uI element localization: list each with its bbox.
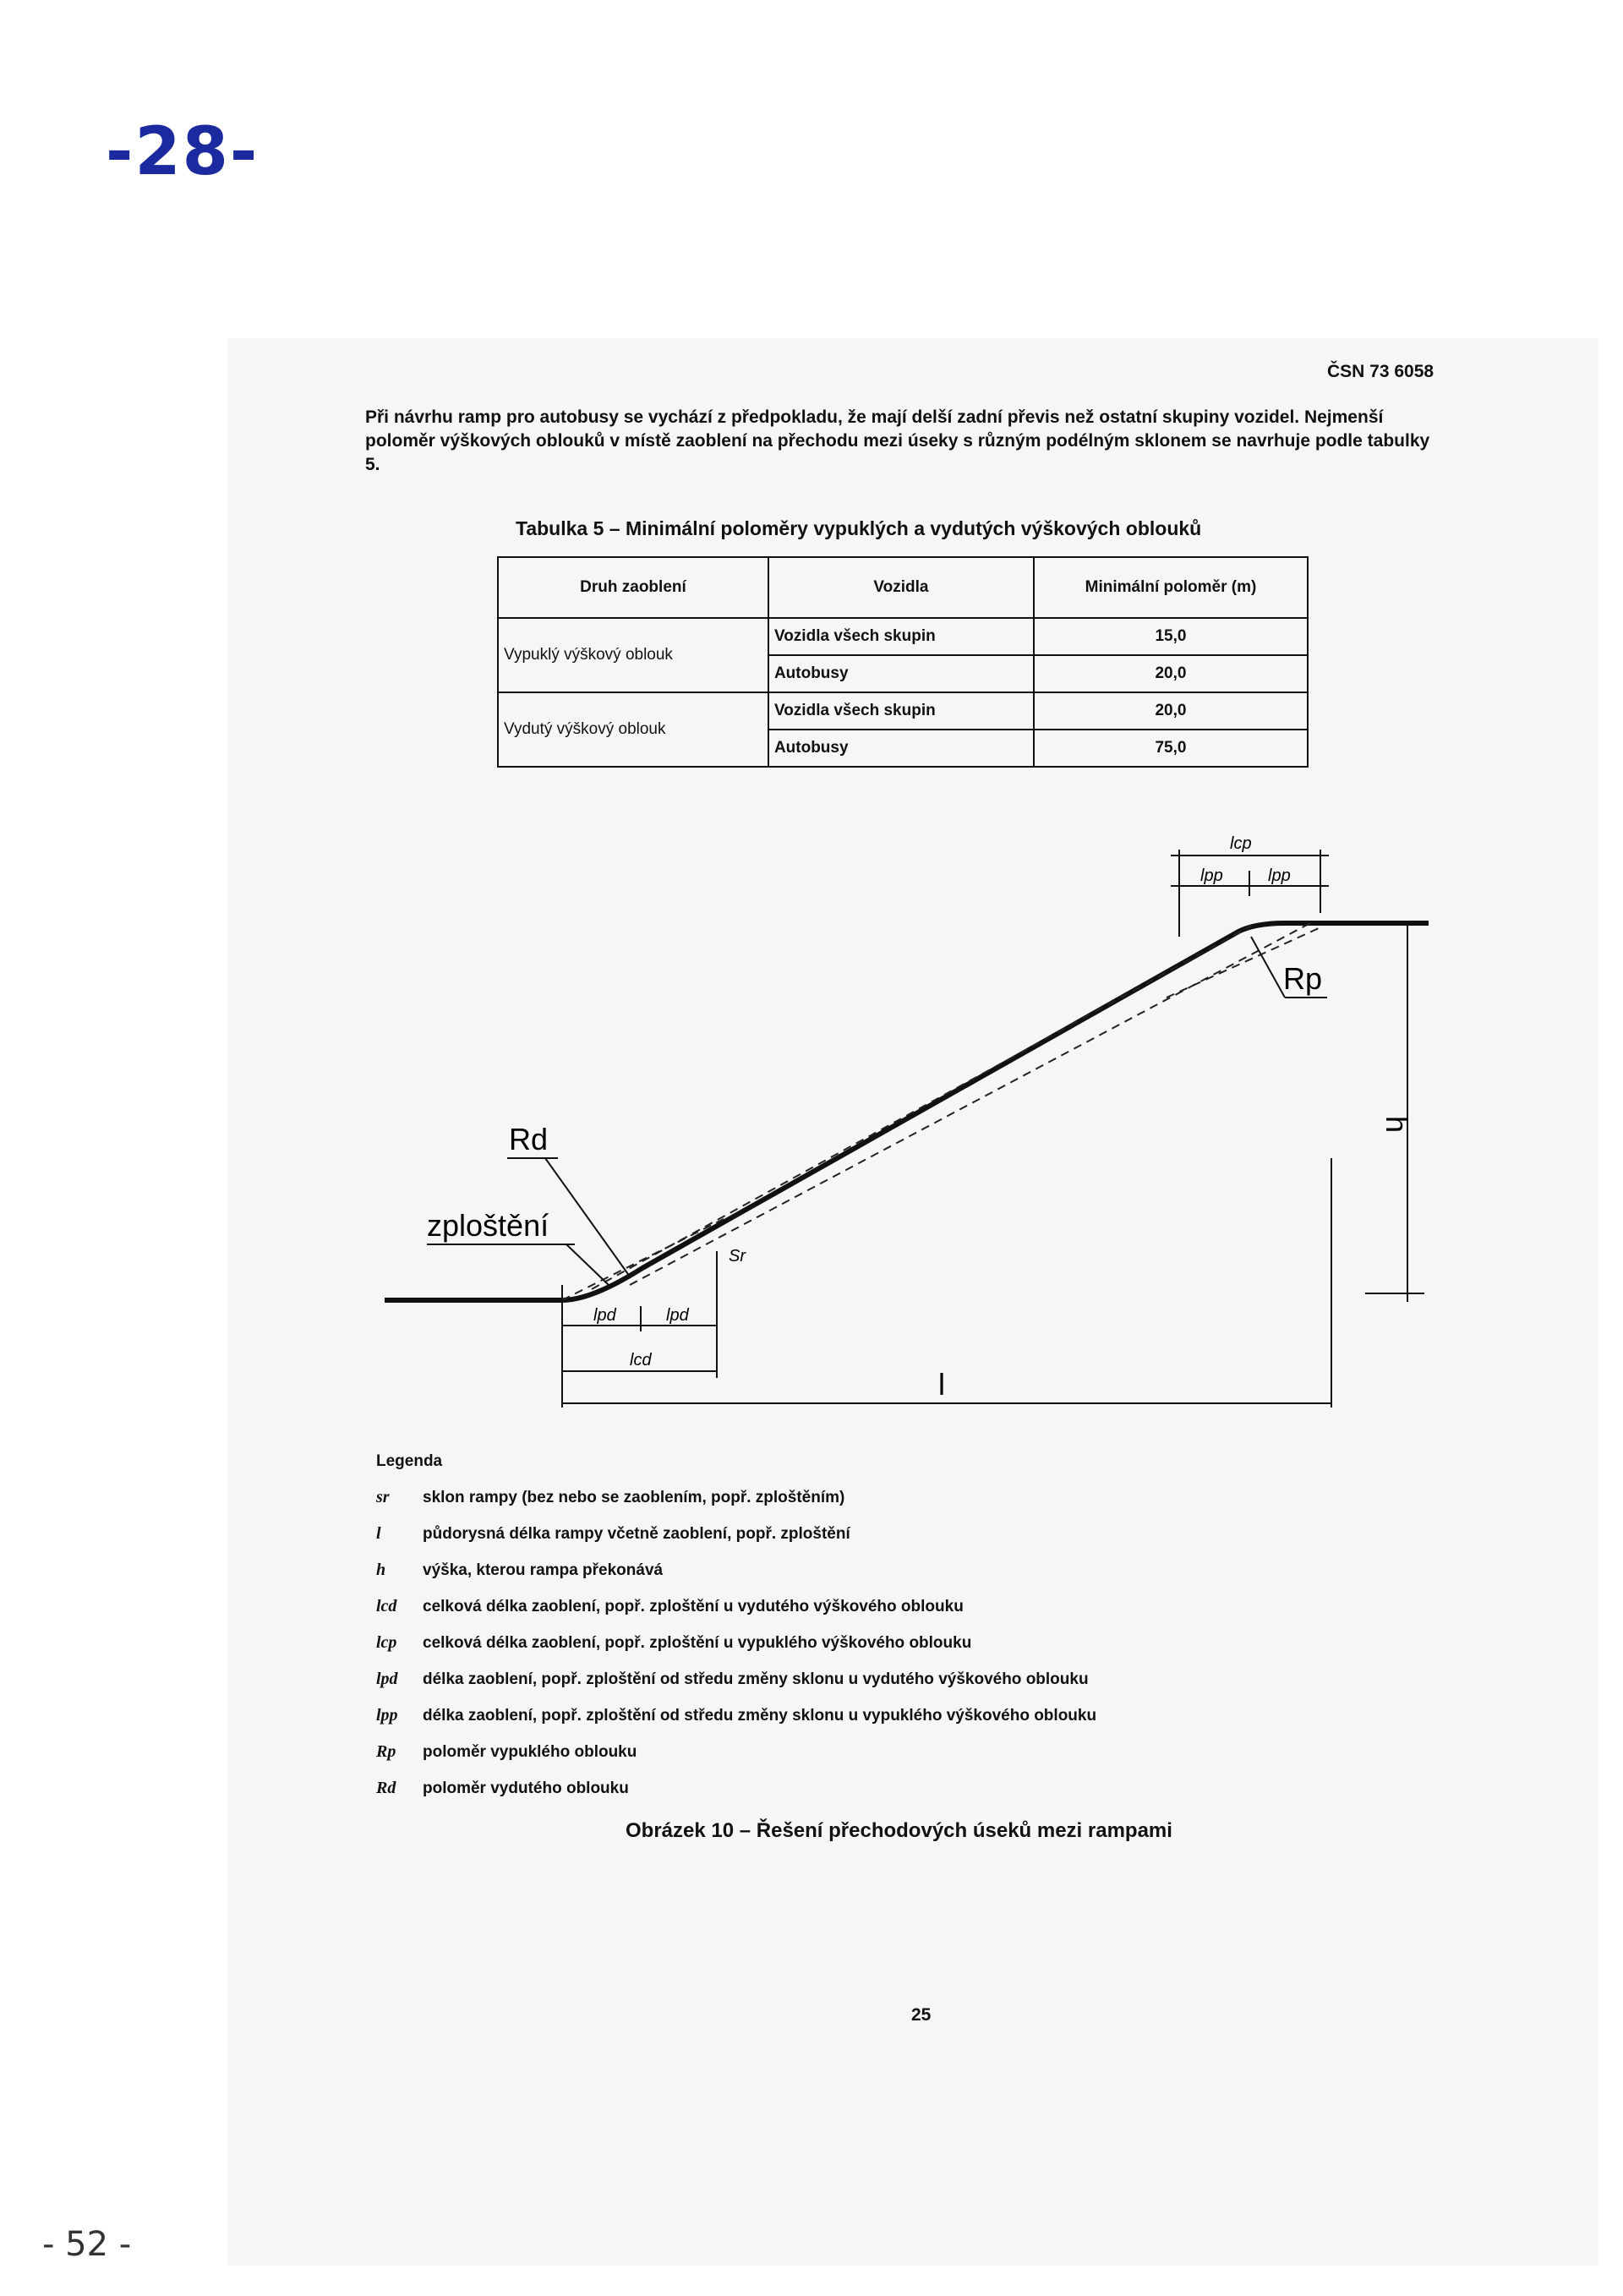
legend-symbol: l bbox=[376, 1524, 381, 1543]
group-concave: Vydutý výškový oblouk bbox=[498, 692, 768, 767]
legend-symbol: Rp bbox=[376, 1742, 396, 1761]
label-lpp-right: lpp bbox=[1268, 866, 1291, 885]
label-lpp-left: lpp bbox=[1200, 866, 1223, 885]
label-lpd-left: lpd bbox=[593, 1306, 616, 1325]
rd-leader bbox=[545, 1158, 630, 1276]
label-rd: Rd bbox=[509, 1122, 549, 1156]
legend-symbol: lpd bbox=[376, 1670, 398, 1688]
legend bbox=[376, 1452, 1391, 1807]
intro-paragraph: Při návrhu ramp pro autobusy se vychází z předpokladu, že mají delší zadní převis než ostatní skupiny vozidel. Nejmenší poloměr výškových oblouků v místě zaoblení na přechodu mezi úseky s různým podélným sklonem se navrhuje podle tabulky 5. bbox=[365, 407, 1430, 474]
legend-text: celková délka zaoblení, popř. zploštění u vydutého výškového oblouku bbox=[423, 1597, 964, 1615]
legend-title: Legenda bbox=[376, 1452, 443, 1470]
figure-caption: Obrázek 10 – Řešení přechodových úseků mezi rampami bbox=[626, 1819, 1172, 1842]
legend-item bbox=[376, 1625, 1391, 1661]
legend-text: délka zaoblení, popř. zploštění od středu změny sklonu u vydutého výškového oblouku bbox=[423, 1670, 1089, 1688]
vehicle-cell: Autobusy bbox=[768, 655, 1034, 692]
legend-symbol: lcd bbox=[376, 1597, 397, 1615]
label-sr: Sr bbox=[729, 1247, 746, 1266]
group-convex: Vypuklý výškový oblouk bbox=[498, 618, 768, 692]
legend-item bbox=[376, 1479, 1391, 1516]
vehicle-cell: Vozidla všech skupin bbox=[768, 618, 1034, 655]
legend-symbol: lcp bbox=[376, 1633, 397, 1652]
legend-item bbox=[376, 1552, 1391, 1588]
legend-text: výška, kterou rampa překonává bbox=[423, 1561, 664, 1579]
legend-item bbox=[376, 1588, 1391, 1625]
radius-cell: 75,0 bbox=[1034, 730, 1308, 767]
header-min-radius: Minimální poloměr (m) bbox=[1034, 557, 1308, 618]
dashed-line bbox=[630, 923, 1310, 1285]
label-lcp: lcp bbox=[1230, 834, 1252, 853]
legend-item bbox=[376, 1697, 1391, 1734]
label-l: l bbox=[938, 1367, 945, 1402]
legend-item bbox=[376, 1516, 1391, 1552]
page-number: 25 bbox=[911, 2005, 932, 2025]
legend-text: poloměr vydutého oblouku bbox=[423, 1779, 629, 1797]
radius-cell: 15,0 bbox=[1034, 618, 1308, 655]
label-rp: Rp bbox=[1283, 961, 1323, 996]
flattening-leader bbox=[566, 1244, 609, 1285]
legend-text: půdorysná délka rampy včetně zaoblení, popř. zploštění bbox=[423, 1524, 850, 1543]
label-lpd-right: lpd bbox=[666, 1306, 689, 1325]
label-h: h bbox=[1380, 1116, 1414, 1134]
legend-item bbox=[376, 1770, 1391, 1807]
legend-item bbox=[376, 1734, 1391, 1770]
vehicle-cell: Vozidla všech skupin bbox=[768, 692, 1034, 730]
legend-text: délka zaoblení, popř. zploštění od středu změny sklonu u vypuklého výškového oblouku bbox=[423, 1706, 1097, 1725]
legend-symbol: Rd bbox=[376, 1779, 396, 1797]
corner-page-number: - 52 - bbox=[42, 2225, 132, 2264]
label-flattening: zploštění bbox=[427, 1208, 549, 1243]
header-type: Druh zaoblení bbox=[498, 557, 768, 618]
radius-cell: 20,0 bbox=[1034, 655, 1308, 692]
header-vehicles: Vozidla bbox=[768, 557, 1034, 618]
legend-text: sklon rampy (bez nebo se zaoblením, popř. zploštěním) bbox=[423, 1488, 845, 1506]
legend-text: poloměr vypuklého oblouku bbox=[423, 1742, 637, 1761]
legend-symbol: sr bbox=[376, 1488, 390, 1506]
legend-text: celková délka zaoblení, popř. zploštění u vypuklého výškového oblouku bbox=[423, 1633, 972, 1652]
label-lcd: lcd bbox=[630, 1351, 652, 1369]
table-caption: Tabulka 5 – Minimální poloměry vypuklých a vydutých výškových oblouků bbox=[516, 517, 1202, 539]
legend-symbol: lpp bbox=[376, 1706, 398, 1725]
standard-code: ČSN 73 6058 bbox=[1327, 362, 1434, 381]
radius-cell: 20,0 bbox=[1034, 692, 1308, 730]
legend-item bbox=[376, 1661, 1391, 1697]
vehicle-cell: Autobusy bbox=[768, 730, 1034, 767]
legend-symbol: h bbox=[376, 1561, 386, 1579]
handwritten-page-number: -28- bbox=[106, 114, 260, 190]
dashed-line bbox=[562, 1217, 727, 1300]
